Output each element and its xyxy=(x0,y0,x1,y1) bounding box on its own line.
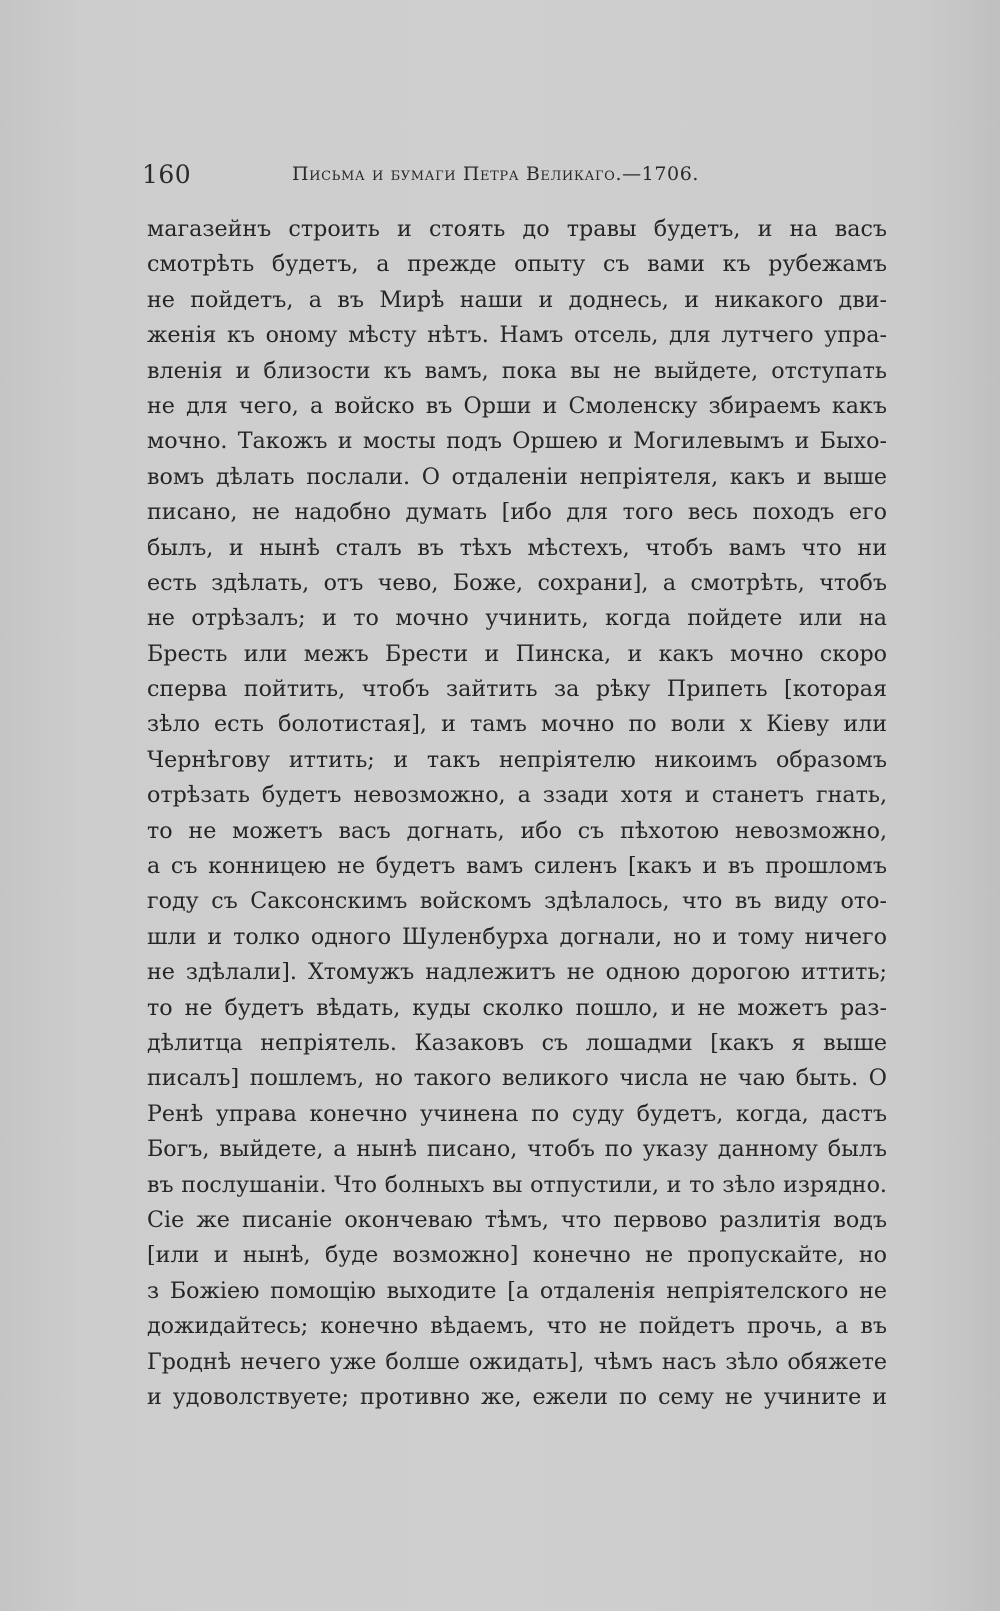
text-line: сперва пойтить, чтобъ зайтить за рѣку Припеть [которая xyxy=(147,676,887,703)
text-line: отрѣзать будетъ невозможно, а ззади хотя и станетъ гнать, xyxy=(147,782,887,809)
text-line: писано, не надобно думать [ибо для того весь походъ его xyxy=(147,499,887,526)
page-header xyxy=(142,160,888,200)
text-line: Гроднѣ нечего уже болше ожидать], чѣмъ насъ зѣло обяжете xyxy=(147,1348,887,1375)
text-line: то не можетъ васъ догнать, ибо съ пѣхотою невозможно, xyxy=(147,817,887,844)
text-line: вомъ дѣлать послали. О отдаленіи непріятеля, какъ и выше xyxy=(147,463,887,490)
page-number: 160 xyxy=(142,160,192,189)
text-line: писалъ] пошлемъ, но такого великого числа не чаю быть. О xyxy=(147,1065,887,1092)
text-line: Сіе же писаніе окончеваю тѣмъ, что первово разлитія водъ xyxy=(147,1206,887,1233)
text-line: зѣло есть болотистая], и тамъ мочно по воли х Кіеву или xyxy=(147,711,887,738)
text-line: дожидайтесь; конечно вѣдаемъ, что не пойдетъ прочь, а въ xyxy=(147,1313,887,1340)
text-line: дѣлитца непріятель. Казаковъ съ лошадми [какъ я выше xyxy=(147,1029,887,1056)
text-line: женія къ оному мѣсту нѣтъ. Намъ отсель, для лутчего упра- xyxy=(147,322,887,349)
text-line: не отрѣзалъ; и то мочно учинить, когда пойдете или на xyxy=(147,605,887,632)
body-text xyxy=(147,212,887,1415)
text-line: [или и нынѣ, буде возможно] конечно не пропускайте, но xyxy=(147,1242,887,1269)
running-title: Письма и бумаги Петра Великаго.—1706. xyxy=(292,163,700,185)
text-line: Ренѣ управа конечно учинена по суду будетъ, когда, дастъ xyxy=(147,1100,887,1127)
text-line: не пойдетъ, а въ Мирѣ наши и доднесь, и никакого дви- xyxy=(147,286,887,313)
text-line: магазейнъ строить и стоять до травы будетъ, и на васъ xyxy=(147,216,887,242)
text-line: з Божіею помощію выходите [а отдаленія непріятелского не xyxy=(147,1277,887,1304)
text-line: и удоволствуете; противно же, ежели по сему не учините и xyxy=(147,1383,887,1410)
text-line: былъ, и нынѣ сталъ въ тѣхъ мѣстехъ, чтобъ вамъ что ни xyxy=(147,534,887,561)
text-line: шли и толко одного Шуленбурха догнали, но и тому ничего xyxy=(147,923,887,950)
text-line: смотрѣть будетъ, а прежде опыту съ вами къ рубежамъ xyxy=(147,251,887,278)
text-line: не для чего, а войско въ Орши и Смоленску збираемъ какъ xyxy=(147,392,887,419)
text-line: мочно. Такожъ и мосты подъ Оршею и Могилевымъ и Быхо- xyxy=(147,428,887,455)
text-line: вленія и близости къ вамъ, пока вы не выйдете, отступать xyxy=(147,357,887,384)
text-line: не здѣлали]. Хтомужъ надлежитъ не одною дорогою иттить; xyxy=(147,959,887,986)
text-line: а съ конницею не будетъ вамъ силенъ [какъ и въ прошломъ xyxy=(147,853,887,880)
text-line: въ послушаніи. Что болныхъ вы отпустили, и то зѣло изрядно. xyxy=(147,1171,887,1198)
text-line: есть здѣлать, отъ чево, Боже, сохрани], а смотрѣть, чтобъ xyxy=(147,569,887,596)
text-line: году съ Саксонскимъ войскомъ здѣлалось, что въ виду ото- xyxy=(147,888,887,915)
text-line: то не будетъ вѣдать, куды сколко пошло, и не можетъ раз- xyxy=(147,994,887,1021)
text-line: Чернѣгову иттить; и такъ непріятелю никоимъ образомъ xyxy=(147,746,887,773)
text-line: Бресть или межъ Брести и Пинска, и какъ мочно скоро xyxy=(147,640,887,667)
text-line: Богъ, выйдете, а нынѣ писано, чтобъ по указу данному былъ xyxy=(147,1136,887,1163)
